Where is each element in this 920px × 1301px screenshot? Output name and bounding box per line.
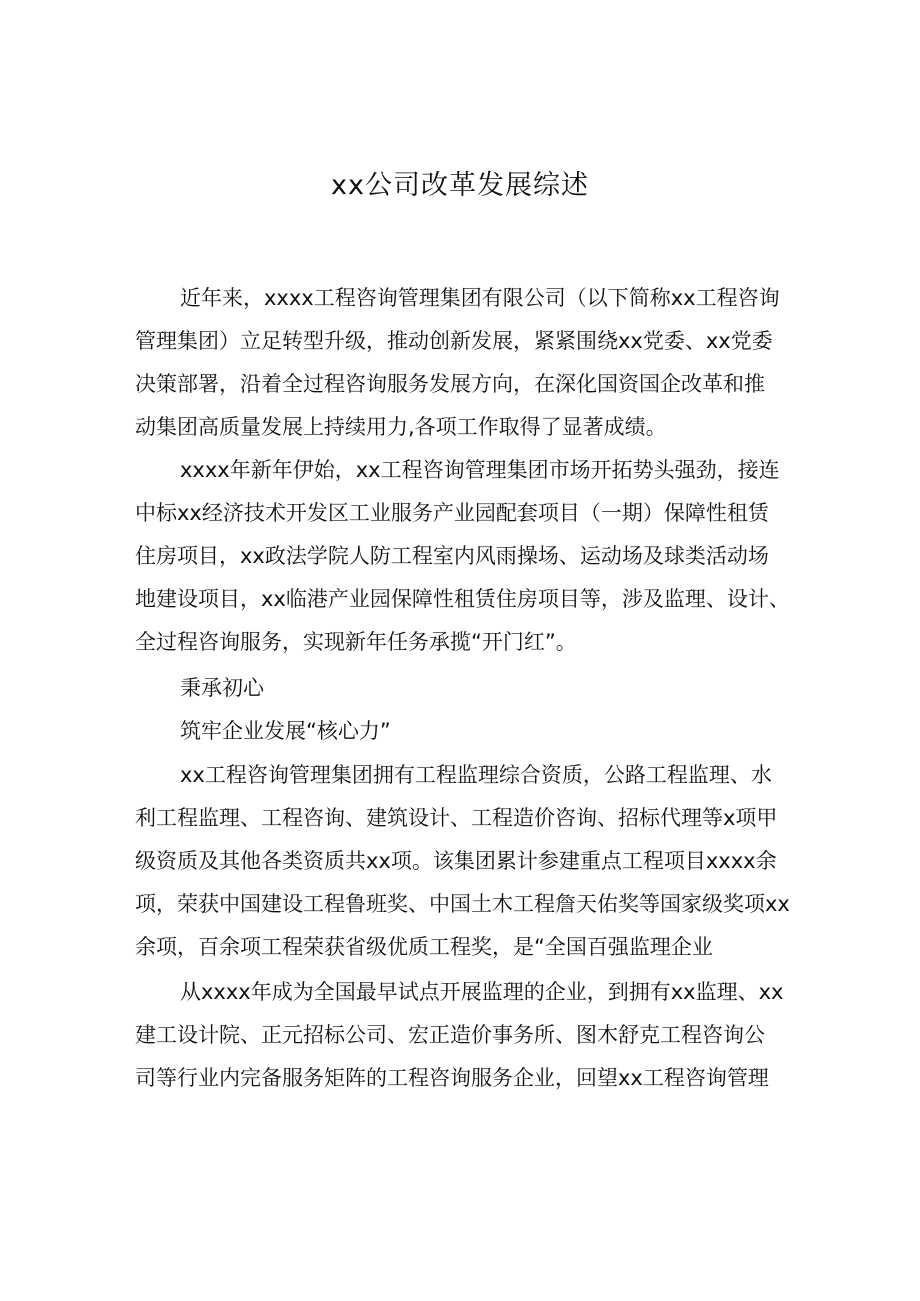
paragraph-3-line-1: xx工程咨询管理集团拥有工程监理综合资质，公路工程监理、水 [180,763,772,787]
section-heading-2: 筑牢企业发展“核心力” [180,719,391,743]
document-title: xx公司改革发展综述 [331,170,589,201]
paragraph-2-line-4: 地建设项目，xx临港产业园保障性租赁住房项目等，涉及监理、设计、 [135,587,790,611]
paragraph-4-line-2: 建工设计院、正元招标公司、宏正造价事务所、图木舒克工程咨询公 [135,1023,765,1047]
paragraph-2-line-1: xxxx年新年伊始，xx工程咨询管理集团市场开拓势头强劲，接连 [180,458,780,482]
paragraph-3-line-3: 级资质及其他各类资质共xx项。该集团累计参建重点工程项目xxxx余 [135,849,777,873]
paragraph-3-line-5: 余项，百余项工程荣获省级优质工程奖，是“全国百强监理企业 [135,935,713,959]
paragraph-1-line-1: 近年来，xxxx工程咨询管理集团有限公司（以下简称xx工程咨询 [180,286,780,310]
paragraph-2-line-5: 全过程咨询服务，实现新年任务承揽“开门红”。 [135,630,577,654]
paragraph-1-line-2: 管理集团）立足转型升级，推动创新发展，紧紧围绕xx党委、xx党委 [135,329,773,353]
paragraph-4-line-1: 从xxxx年成为全国最早试点开展监理的企业，到拥有xx监理、xx [180,980,784,1004]
paragraph-2-line-3: 住房项目，xx政法学院人防工程室内风雨操场、运动场及球类活动场 [135,544,769,568]
paragraph-1-line-3: 决策部署，沿着全过程咨询服务发展方向，在深化国资国企改革和推 [135,372,765,396]
paragraph-1-line-4: 动集团高质量发展上持续用力,各项工作取得了显著成绩。 [135,415,667,439]
section-heading-1: 秉承初心 [180,676,264,700]
paragraph-3-line-4: 项，荣获中国建设工程鲁班奖、中国土木工程詹天佑奖等国家级奖项xx [135,892,790,916]
paragraph-2-line-2: 中标xx经济技术开发区工业服务产业园配套项目（一期）保障性租赁 [135,501,769,525]
paragraph-4-line-3: 司等行业内完备服务矩阵的工程咨询服务企业，回望xx工程咨询管理 [135,1066,769,1090]
paragraph-3-line-2: 利工程监理、工程咨询、建筑设计、工程造价咨询、招标代理等x项甲 [135,806,778,830]
